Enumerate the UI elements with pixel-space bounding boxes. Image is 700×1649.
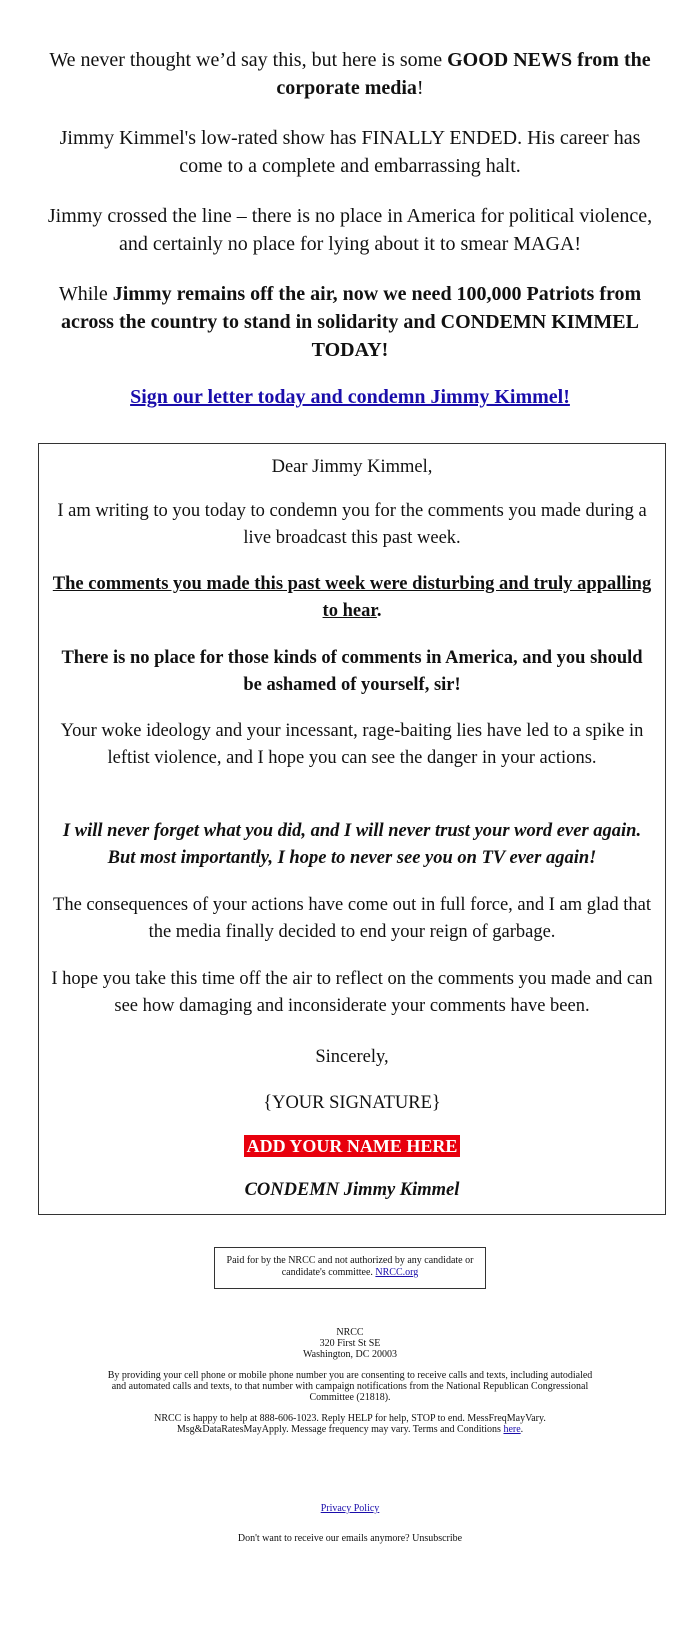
paid-for-disclaimer: Paid for by the NRCC and not authorized by any candidate or candidate's committee. NRCC.org <box>214 1247 486 1289</box>
terms-link[interactable]: here <box>503 1424 521 1435</box>
add-name-wrapper <box>39 1134 665 1161</box>
add-name-button[interactable]: ADD YOUR NAME HERE <box>244 1135 461 1157</box>
intro-paragraph-2: Jimmy Kimmel's low-rated show has FINALLY ENDED. His career has come to a complete and embarrassing halt. <box>59 127 641 177</box>
footer-help: NRCC is happy to help at 888-606-1023. Reply HELP for help, STOP to end. MessFreqMayVary. Msg&DataRatesMayApply. Message frequency may vary. Terms and Conditions here. <box>154 1413 546 1435</box>
footer-street: 320 First St SE <box>319 1338 381 1349</box>
nrcc-org-link[interactable]: NRCC.org <box>375 1267 419 1278</box>
letter-paragraph-7: I hope you take this time off the air to reflect on the comments you made and can see how damaging and inconsiderate your comments have been. <box>51 969 653 1016</box>
footer-org: NRCC <box>336 1327 364 1338</box>
letter-paragraph-1: I am writing to you today to condemn you for the comments you made during a live broadcast this past week. <box>57 501 647 548</box>
letter-paragraph-2: The comments you made this past week were disturbing and truly appalling to hear. <box>52 574 652 621</box>
intro-paragraph-3: Jimmy crossed the line – there is no place in America for political violence, and certainly no place for lying about it to smear MAGA! <box>47 205 653 255</box>
letter-box <box>38 443 666 1215</box>
letter-paragraph-6: The consequences of your actions have come out in full force, and I am glad that the media finally decided to end your reign of garbage. <box>53 895 651 942</box>
unsubscribe-text[interactable]: Don't want to receive our emails anymore? Unsubscribe <box>237 1533 463 1544</box>
letter-paragraph-5: I will never forget what you did, and I will never trust your word ever again. But most importantly, I hope to never see you on TV ever again! <box>62 821 642 868</box>
privacy-policy-wrapper <box>0 1503 700 1514</box>
letter-signature: {YOUR SIGNATURE} <box>263 1093 441 1113</box>
letter-salutation: Dear Jimmy Kimmel, <box>271 457 433 477</box>
letter-closing: Sincerely, <box>315 1047 389 1067</box>
intro-paragraph-1: We never thought we’d say this, but here is some GOOD NEWS from the corporate media! <box>49 49 651 99</box>
privacy-policy-link[interactable]: Privacy Policy <box>320 1503 380 1514</box>
sign-letter-link[interactable]: Sign our letter today and condemn Jimmy Kimmel! <box>130 386 570 408</box>
letter-footer-title: CONDEMN Jimmy Kimmel <box>244 1180 460 1200</box>
letter-paragraph-4: Your woke ideology and your incessant, rage-baiting lies have led to a spike in leftist violence, and I hope you can see the danger in your actions. <box>60 721 644 768</box>
intro-paragraph-4: While Jimmy remains off the air, now we need 100,000 Patriots from across the country to stand in solidarity and CONDEMN KIMMEL TODAY! <box>58 283 642 361</box>
footer-consent: By providing your cell phone or mobile phone number you are consenting to receive calls and texts, including autodialed and automated calls and texts, to that number with campaign notifications from the National Republican Congressional Committee (21818). <box>107 1370 593 1403</box>
footer-city: Washington, DC 20003 <box>303 1349 397 1360</box>
letter-paragraph-3: There is no place for those kinds of comments in America, and you should be ashamed of yourself, sir! <box>61 648 643 695</box>
